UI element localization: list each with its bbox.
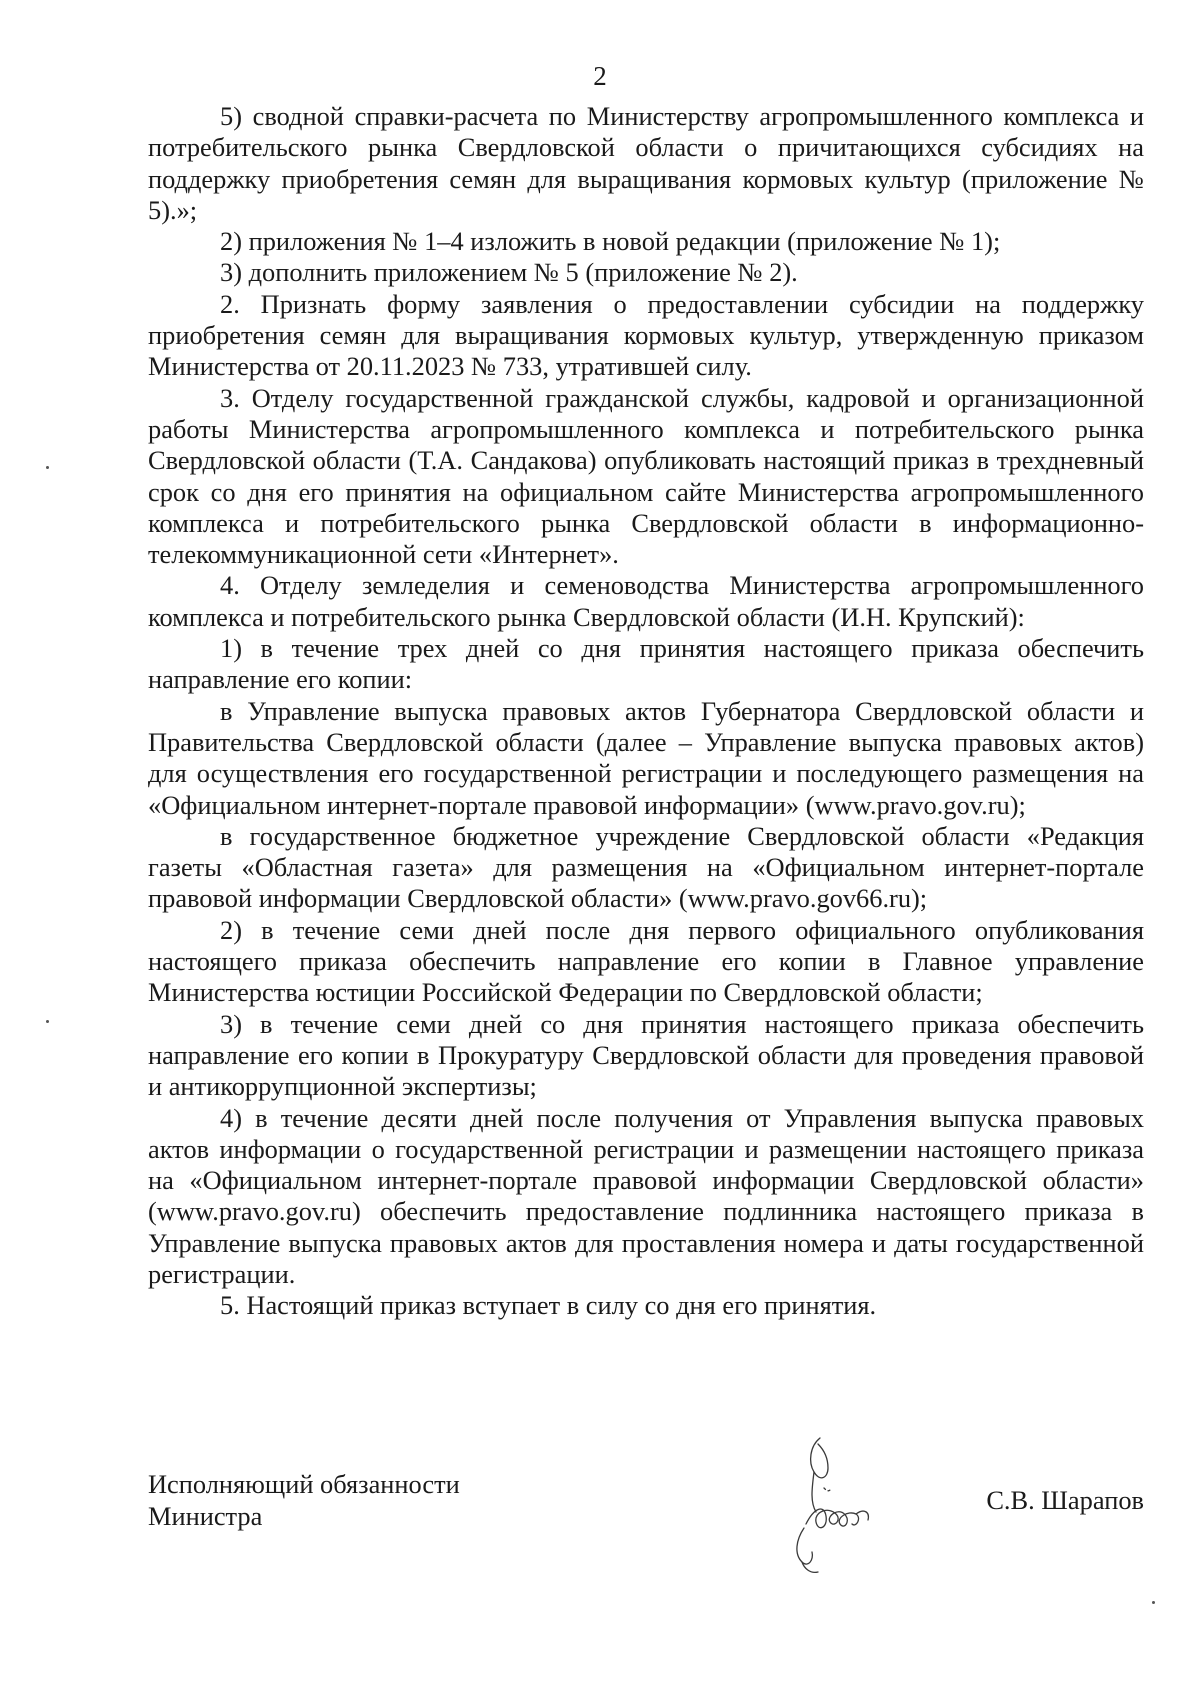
signatory-position-line-1: Исполняющий обязанности <box>148 1469 460 1499</box>
handwritten-signature <box>784 1428 914 1578</box>
signatory-position-line-2: Министра <box>148 1501 263 1531</box>
paragraph-item-4-sub-1-b: в государственное бюджетное учреждение Свердловской области «Редакция газеты «Областная газета» для размещения на «Официальном интернет-портале правовой информации Свердловской области» (www.pravo.gov66.ru); <box>148 820 1144 914</box>
paragraph-item-5: 5. Настоящий приказ вступает в силу со дня его принятия. <box>220 1290 877 1321</box>
paragraph-item-4-sub-3: 3) в течение семи дней со дня принятия настоящего приказа обеспечить направление его копии в Прокуратуру Свердловской области для проведения правовой и антикоррупционной экспертизы; <box>148 1008 1144 1102</box>
paragraph-item-3: 3. Отделу государственной гражданской службы, кадровой и организационной работы Министерства агропромышленного комплекса и потребительского рынка Свердловской области (Т.А. Сандакова) опубликовать настоящий приказ в трехдневный срок со дня его принятия на официальном сайте Министерства агропромышленного комплекса и потребительского рынка Свердловской области в информационно-телекоммуникационной сети «Интернет». <box>148 382 1144 570</box>
scan-artifact-dot <box>46 1020 49 1023</box>
document-body <box>148 101 1144 1322</box>
paragraph-subitem-3-supplement: 3) дополнить приложением № 5 (приложение № 2). <box>220 257 798 288</box>
signatory-position <box>148 1468 460 1532</box>
paragraph-item-2: 2. Признать форму заявления о предоставлении субсидии на поддержку приобретения семян для выращивания кормовых культур, утвержденную приказом Министерства от 20.11.2023 № 733, утратившей силу. <box>148 288 1144 382</box>
paragraph-item-4-sub-1-a: в Управление выпуска правовых актов Губернатора Свердловской области и Правительства Свердловской области (далее – Управление выпуска правовых актов) для осуществления его государственной регистрации и последующего размещения на «Официальном интернет-портале правовой информации» (www.pravo.gov.ru); <box>148 695 1144 820</box>
paragraph-item-4-sub-1: 1) в течение трех дней со дня принятия настоящего приказа обеспечить направление его копии: <box>148 633 1144 695</box>
signatory-name: С.В. Шарапов <box>986 1485 1144 1515</box>
page-number: 2 <box>593 61 607 91</box>
scan-artifact-dot <box>46 466 49 469</box>
paragraph-item-4-sub-4: 4) в течение десяти дней после получения от Управления выпуска правовых актов информации о государственной регистрации и размещении настоящего приказа на «Официальном интернет-портале правовой информации Свердловской области» (www.pravo.gov.ru) обеспечить предоставление подлинника настоящего приказа в Управление выпуска правовых актов для проставления номера и даты государственной регистрации. <box>148 1102 1144 1289</box>
paragraph-subitem-5: 5) сводной справки-расчета по Министерству агропромышленного комплекса и потребительского рынка Свердловской области о причитающихся субсидиях на поддержку приобретения семян для выращивания кормовых культур (приложение № 5).»; <box>148 101 1144 225</box>
paragraph-item-4-sub-2: 2) в течение семи дней после дня первого официального опубликования настоящего приказа обеспечить направление его копии в Главное управление Министерства юстиции Российской Федерации по Свердловской области; <box>148 914 1144 1008</box>
paragraph-subitem-2-appendices: 2) приложения № 1–4 изложить в новой редакции (приложение № 1); <box>220 226 1001 257</box>
paragraph-item-4: 4. Отделу земледелия и семеноводства Министерства агропромышленного комплекса и потребительского рынка Свердловской области (И.Н. Крупский): <box>148 570 1144 632</box>
scan-artifact-dot <box>1152 1601 1155 1604</box>
